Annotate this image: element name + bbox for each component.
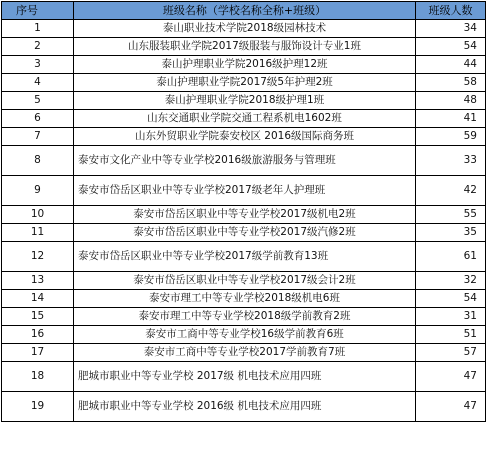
- cell-name: 山东服装职业学院2017级服装与服饰设计专业1班: [74, 38, 416, 56]
- cell-name: 泰安市岱岳区职业中等专业学校2017级老年人护理班: [74, 176, 416, 206]
- table-row: [2, 20, 486, 38]
- cell-seq: 8: [2, 146, 74, 176]
- cell-count: 54: [416, 38, 486, 56]
- table-row: [2, 242, 486, 272]
- cell-seq: 17: [2, 344, 74, 362]
- table-row: [2, 56, 486, 74]
- cell-count: 35: [416, 224, 486, 242]
- cell-count: 47: [416, 362, 486, 392]
- cell-seq: 16: [2, 326, 74, 344]
- cell-name: 泰安市理工中等专业学校2018级机电6班: [74, 290, 416, 308]
- cell-count: 59: [416, 128, 486, 146]
- cell-count: 42: [416, 176, 486, 206]
- cell-name: 泰安市理工中等专业学校2018级学前教育2班: [74, 308, 416, 326]
- header-name: 班级名称（学校名称全称+班级）: [74, 2, 416, 20]
- cell-name: 山东交通职业学院交通工程系机电1602班: [74, 110, 416, 128]
- cell-seq: 5: [2, 92, 74, 110]
- cell-name: 泰安市工商中等专业学校2017学前教育7班: [74, 344, 416, 362]
- cell-seq: 3: [2, 56, 74, 74]
- cell-count: 57: [416, 344, 486, 362]
- cell-name: 泰山职业技术学院2018级园林技术: [74, 20, 416, 38]
- table-row: [2, 74, 486, 92]
- cell-name: 泰安市工商中等专业学校16级学前教育6班: [74, 326, 416, 344]
- cell-count: 44: [416, 56, 486, 74]
- cell-name: 泰安市岱岳区职业中等专业学校2017级汽修2班: [74, 224, 416, 242]
- cell-seq: 11: [2, 224, 74, 242]
- table-row: [2, 362, 486, 392]
- header-count: 班级人数: [416, 2, 486, 20]
- cell-name: 泰安市岱岳区职业中等专业学校2017级会计2班: [74, 272, 416, 290]
- cell-seq: 15: [2, 308, 74, 326]
- cell-seq: 1: [2, 20, 74, 38]
- table-row: [2, 176, 486, 206]
- cell-name: 山东外贸职业学院泰安校区 2016级国际商务班: [74, 128, 416, 146]
- cell-count: 33: [416, 146, 486, 176]
- cell-count: 31: [416, 308, 486, 326]
- table-row: [2, 344, 486, 362]
- cell-count: 34: [416, 20, 486, 38]
- table-row: [2, 92, 486, 110]
- cell-count: 32: [416, 272, 486, 290]
- table-row: [2, 224, 486, 242]
- cell-name: 泰安市岱岳区职业中等专业学校2017级机电2班: [74, 206, 416, 224]
- cell-seq: 13: [2, 272, 74, 290]
- cell-seq: 4: [2, 74, 74, 92]
- header-row: [2, 2, 486, 20]
- table-row: [2, 128, 486, 146]
- cell-name: 肥城市职业中等专业学校 2017级 机电技术应用四班: [74, 362, 416, 392]
- cell-seq: 9: [2, 176, 74, 206]
- cell-name: 泰山护理职业学院2016级护理12班: [74, 56, 416, 74]
- cell-name: 泰山护理职业学院2018级护理1班: [74, 92, 416, 110]
- table-row: [2, 290, 486, 308]
- cell-count: 58: [416, 74, 486, 92]
- cell-count: 54: [416, 290, 486, 308]
- header-seq: 序号: [2, 2, 74, 20]
- cell-name: 泰安市岱岳区职业中等专业学校2017级学前教育13班: [74, 242, 416, 272]
- table-row: [2, 326, 486, 344]
- table-row: [2, 146, 486, 176]
- table-row: [2, 110, 486, 128]
- cell-name: 泰山护理职业学院2017级5年护理2班: [74, 74, 416, 92]
- class-table-sheet: [1, 1, 485, 422]
- cell-count: 51: [416, 326, 486, 344]
- cell-seq: 12: [2, 242, 74, 272]
- cell-seq: 2: [2, 38, 74, 56]
- cell-seq: 7: [2, 128, 74, 146]
- table-row: [2, 392, 486, 422]
- cell-name: 肥城市职业中等专业学校 2016级 机电技术应用四班: [74, 392, 416, 422]
- cell-count: 48: [416, 92, 486, 110]
- cell-count: 55: [416, 206, 486, 224]
- table-row: [2, 38, 486, 56]
- table-row: [2, 206, 486, 224]
- cell-count: 61: [416, 242, 486, 272]
- cell-name: 泰安市文化产业中等专业学校2016级旅游服务与管理班: [74, 146, 416, 176]
- table-row: [2, 272, 486, 290]
- cell-seq: 10: [2, 206, 74, 224]
- cell-seq: 6: [2, 110, 74, 128]
- cell-seq: 19: [2, 392, 74, 422]
- cell-seq: 14: [2, 290, 74, 308]
- cell-count: 41: [416, 110, 486, 128]
- class-table: [1, 1, 486, 422]
- cell-count: 47: [416, 392, 486, 422]
- table-row: [2, 308, 486, 326]
- cell-seq: 18: [2, 362, 74, 392]
